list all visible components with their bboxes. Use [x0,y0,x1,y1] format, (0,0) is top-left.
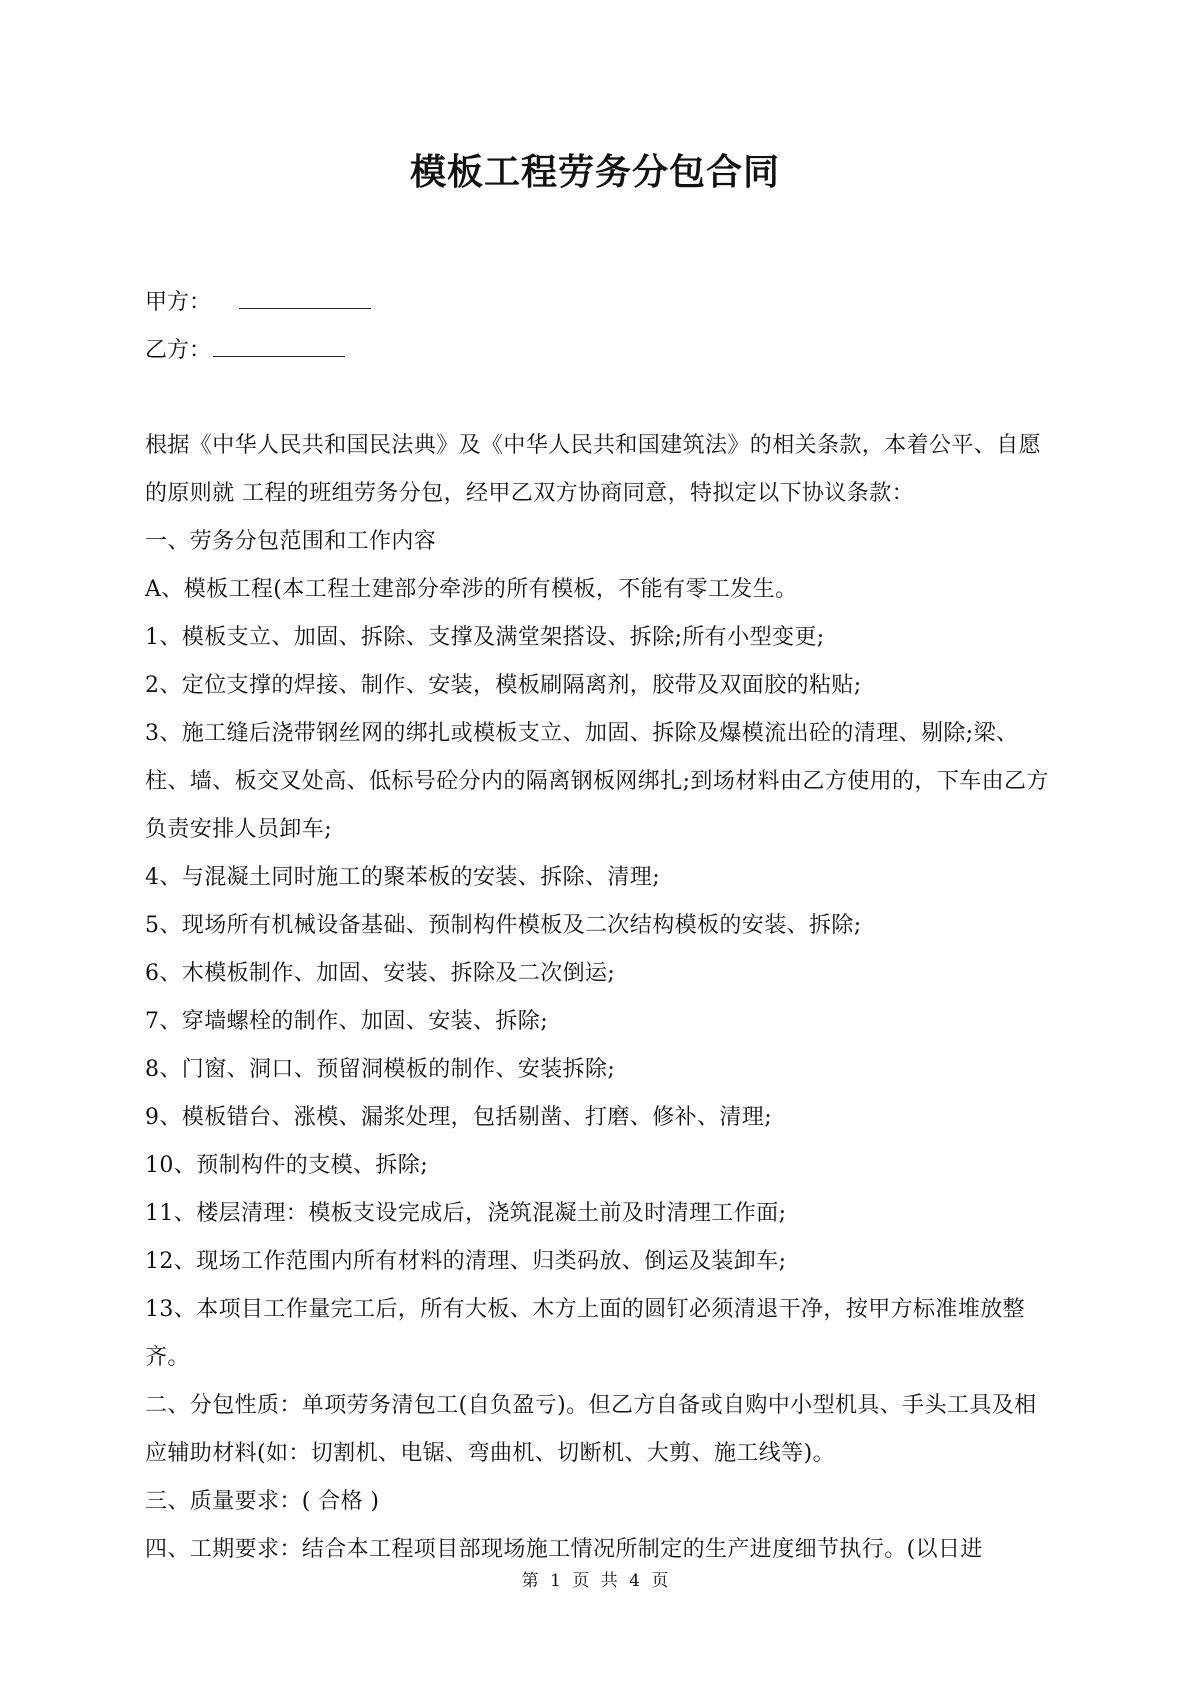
paragraph: 10、预制构件的支模、拆除; [145,1153,429,1178]
paragraph: 根据《中华人民共和国民法典》及《中华人民共和国建筑法》的相关条款，本着公平、自愿的原则就 工程的班组劳务分包，经甲乙双方协商同意，特拟定以下协议条款： [145,433,1042,506]
paragraph: 2、定位支撑的焊接、制作、安装，模板刷隔离剂，胶带及双面胶的粘贴; [145,673,862,698]
paragraph: 1、模板支立、加固、拆除、支撑及满堂架搭设、拆除;所有小型变更; [145,625,825,650]
party-b-line [145,334,345,366]
paragraph: 8、门窗、洞口、预留洞模板的制作、安装拆除; [145,1057,616,1082]
paragraph: 13、本项目工作量完工后，所有大板、木方上面的圆钉必须清退干净，按甲方标准堆放整齐。 [145,1297,1025,1370]
paragraph: 一、劳务分包范围和工作内容 [145,529,437,554]
paragraph: 二、分包性质：单项劳务清包工(自负盈亏)。但乙方自备或自购中小型机具、手头工具及相应辅助材料(如：切割机、电锯、弯曲机、切断机、大剪、施工线等)。 [145,1393,1037,1466]
contract-body [145,422,1050,1574]
party-a-blank [239,286,371,309]
party-b-blank [213,334,345,357]
page-footer: 第 1 页 共 4 页 [521,1571,669,1591]
paragraph: 9、模板错台、涨模、漏浆处理，包括剔凿、打磨、修补、清理; [145,1105,773,1130]
paragraph: 5、现场所有机械设备基础、预制构件模板及二次结构模板的安装、拆除; [145,913,862,938]
paragraph: 三、质量要求：( 合格 ) [145,1489,380,1514]
party-b-label: 乙方： [145,338,212,363]
paragraph: A、模板工程(本工程土建部分牵涉的所有模板，不能有零工发生。 [145,577,798,602]
party-a-label: 甲方： [145,290,212,315]
document-title: 模板工程劳务分包合同 [409,151,780,193]
party-a-line [145,286,371,318]
paragraph: 6、木模板制作、加固、安装、拆除及二次倒运; [145,961,616,986]
paragraph: 12、现场工作范围内所有材料的清理、归类码放、倒运及装卸车; [145,1249,787,1274]
paragraph: 4、与混凝土同时施工的聚苯板的安装、拆除、清理; [145,865,661,890]
paragraph: 3、施工缝后浇带钢丝网的绑扎或模板支立、加固、拆除及爆模流出砼的清理、剔除;梁、柱、墙、板交叉处高、低标号砼分内的隔离钢板网绑扎;到场材料由乙方使用的，下车由乙方负责安排人员卸车; [145,721,1049,842]
paragraph: 11、楼层清理：模板支设完成后，浇筑混凝土前及时清理工作面; [145,1201,787,1226]
paragraph: 四、工期要求：结合本工程项目部现场施工情况所制定的生产进度细节执行。(以日进 [145,1537,983,1562]
paragraph: 7、穿墙螺栓的制作、加固、安装、拆除; [145,1009,549,1034]
